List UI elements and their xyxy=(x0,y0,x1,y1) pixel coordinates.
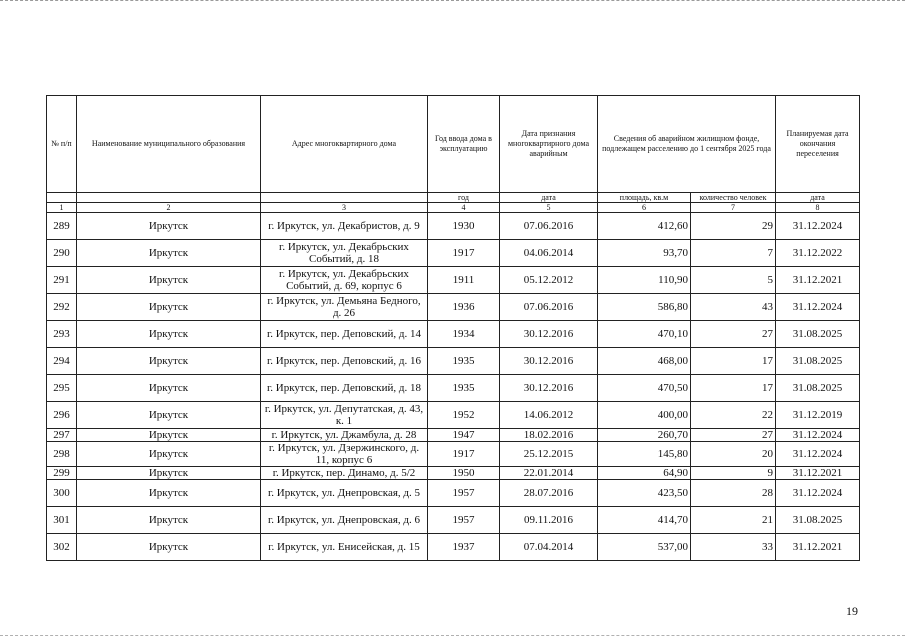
address-cell: г. Иркутск, ул. Енисейская, д. 15 xyxy=(261,534,428,561)
column-number: 7 xyxy=(691,203,776,213)
address-cell: г. Иркутск, ул. Днепровская, д. 6 xyxy=(261,507,428,534)
year-cell: 1957 xyxy=(428,480,500,507)
row-number-cell: 291 xyxy=(47,267,77,294)
address-cell: г. Иркутск, пер. Деповский, д. 14 xyxy=(261,321,428,348)
row-number-cell: 302 xyxy=(47,534,77,561)
row-number-cell: 298 xyxy=(47,442,77,467)
area-cell: 260,70 xyxy=(598,429,691,442)
subheader-empty-2 xyxy=(77,193,261,203)
people-count-cell: 17 xyxy=(691,375,776,402)
year-cell: 1934 xyxy=(428,321,500,348)
people-count-cell: 9 xyxy=(691,467,776,480)
address-cell: г. Иркутск, ул. Дзержинского, д. 11, корпус 6 xyxy=(261,442,428,467)
year-cell: 1936 xyxy=(428,294,500,321)
address-cell: г. Иркутск, пер. Деповский, д. 18 xyxy=(261,375,428,402)
table-body xyxy=(47,213,860,561)
people-count-cell: 20 xyxy=(691,442,776,467)
address-cell: г. Иркутск, ул. Демьяна Бедного, д. 26 xyxy=(261,294,428,321)
area-cell: 470,50 xyxy=(598,375,691,402)
column-number: 5 xyxy=(500,203,598,213)
address-cell: г. Иркутск, пер. Динамо, д. 5/2 xyxy=(261,467,428,480)
area-cell: 110,90 xyxy=(598,267,691,294)
address-cell: г. Иркутск, ул. Декабрьских Событий, д. 69, корпус 6 xyxy=(261,267,428,294)
address-cell: г. Иркутск, ул. Декабристов, д. 9 xyxy=(261,213,428,240)
people-count-cell: 17 xyxy=(691,348,776,375)
planned-date-cell: 31.12.2024 xyxy=(776,213,860,240)
year-cell: 1930 xyxy=(428,213,500,240)
header-planned-date: Планируемая дата окончания переселения xyxy=(776,96,860,193)
page-edge-bottom xyxy=(0,635,905,638)
people-count-cell: 33 xyxy=(691,534,776,561)
table-row xyxy=(47,429,860,442)
table-row xyxy=(47,240,860,267)
table-row xyxy=(47,294,860,321)
municipality-cell: Иркутск xyxy=(77,480,261,507)
municipality-cell: Иркутск xyxy=(77,294,261,321)
people-count-cell: 5 xyxy=(691,267,776,294)
year-cell: 1947 xyxy=(428,429,500,442)
housing-register-table xyxy=(46,95,860,561)
planned-date-cell: 31.12.2021 xyxy=(776,267,860,294)
table-row xyxy=(47,348,860,375)
people-count-cell: 7 xyxy=(691,240,776,267)
subheader-area: площадь, кв.м xyxy=(598,193,691,203)
year-cell: 1957 xyxy=(428,507,500,534)
area-cell: 145,80 xyxy=(598,442,691,467)
table-row xyxy=(47,442,860,467)
table-row xyxy=(47,507,860,534)
column-number: 3 xyxy=(261,203,428,213)
year-cell: 1917 xyxy=(428,240,500,267)
recognition-date-cell: 30.12.2016 xyxy=(500,348,598,375)
table-row xyxy=(47,321,860,348)
subheader-date: дата xyxy=(500,193,598,203)
column-number: 2 xyxy=(77,203,261,213)
recognition-date-cell: 28.07.2016 xyxy=(500,480,598,507)
recognition-date-cell: 05.12.2012 xyxy=(500,267,598,294)
address-cell: г. Иркутск, пер. Деповский, д. 16 xyxy=(261,348,428,375)
area-cell: 412,60 xyxy=(598,213,691,240)
area-cell: 64,90 xyxy=(598,467,691,480)
recognition-date-cell: 07.04.2014 xyxy=(500,534,598,561)
address-cell: г. Иркутск, ул. Днепровская, д. 5 xyxy=(261,480,428,507)
table-row xyxy=(47,467,860,480)
column-number: 8 xyxy=(776,203,860,213)
recognition-date-cell: 22.01.2014 xyxy=(500,467,598,480)
municipality-cell: Иркутск xyxy=(77,267,261,294)
area-cell: 414,70 xyxy=(598,507,691,534)
table-row xyxy=(47,480,860,507)
page-edge-top xyxy=(0,0,905,3)
recognition-date-cell: 09.11.2016 xyxy=(500,507,598,534)
recognition-date-cell: 25.12.2015 xyxy=(500,442,598,467)
municipality-cell: Иркутск xyxy=(77,507,261,534)
area-cell: 93,70 xyxy=(598,240,691,267)
planned-date-cell: 31.08.2025 xyxy=(776,507,860,534)
area-cell: 537,00 xyxy=(598,534,691,561)
recognition-date-cell: 07.06.2016 xyxy=(500,294,598,321)
recognition-date-cell: 04.06.2014 xyxy=(500,240,598,267)
people-count-cell: 27 xyxy=(691,321,776,348)
row-number-cell: 299 xyxy=(47,467,77,480)
municipality-cell: Иркутск xyxy=(77,534,261,561)
subheader-planned: дата xyxy=(776,193,860,203)
subheader-people: количество человек xyxy=(691,193,776,203)
area-cell: 400,00 xyxy=(598,402,691,429)
address-cell: г. Иркутск, ул. Декабрьских Событий, д. 18 xyxy=(261,240,428,267)
recognition-date-cell: 14.06.2012 xyxy=(500,402,598,429)
year-cell: 1950 xyxy=(428,467,500,480)
area-cell: 586,80 xyxy=(598,294,691,321)
subheader-year: год xyxy=(428,193,500,203)
row-number-cell: 293 xyxy=(47,321,77,348)
area-cell: 470,10 xyxy=(598,321,691,348)
planned-date-cell: 31.12.2021 xyxy=(776,467,860,480)
planned-date-cell: 31.08.2025 xyxy=(776,348,860,375)
planned-date-cell: 31.12.2024 xyxy=(776,442,860,467)
row-number-cell: 301 xyxy=(47,507,77,534)
municipality-cell: Иркутск xyxy=(77,321,261,348)
recognition-date-cell: 30.12.2016 xyxy=(500,321,598,348)
row-number-cell: 300 xyxy=(47,480,77,507)
column-number: 6 xyxy=(598,203,691,213)
row-number-cell: 296 xyxy=(47,402,77,429)
table-row xyxy=(47,267,860,294)
header-fund-info: Сведения об аварийном жилищном фонде, подлежащем расселению до 1 сентября 2025 года xyxy=(598,96,776,193)
header-recognition-date: Дата признания многоквартирного дома аварийным xyxy=(500,96,598,193)
column-number: 1 xyxy=(47,203,77,213)
table-row xyxy=(47,213,860,240)
people-count-cell: 28 xyxy=(691,480,776,507)
subheader-row xyxy=(47,193,860,203)
planned-date-cell: 31.12.2024 xyxy=(776,429,860,442)
column-number-row xyxy=(47,203,860,213)
municipality-cell: Иркутск xyxy=(77,240,261,267)
planned-date-cell: 31.12.2019 xyxy=(776,402,860,429)
subheader-empty-3 xyxy=(261,193,428,203)
people-count-cell: 29 xyxy=(691,213,776,240)
table-row xyxy=(47,375,860,402)
column-number: 4 xyxy=(428,203,500,213)
year-cell: 1937 xyxy=(428,534,500,561)
recognition-date-cell: 30.12.2016 xyxy=(500,375,598,402)
people-count-cell: 43 xyxy=(691,294,776,321)
municipality-cell: Иркутск xyxy=(77,375,261,402)
header-year: Год ввода дома в эксплуатацию xyxy=(428,96,500,193)
year-cell: 1917 xyxy=(428,442,500,467)
planned-date-cell: 31.12.2024 xyxy=(776,480,860,507)
header-address: Адрес многоквартирного дома xyxy=(261,96,428,193)
year-cell: 1935 xyxy=(428,348,500,375)
table-row xyxy=(47,534,860,561)
people-count-cell: 27 xyxy=(691,429,776,442)
year-cell: 1935 xyxy=(428,375,500,402)
year-cell: 1911 xyxy=(428,267,500,294)
header-row xyxy=(47,96,860,193)
row-number-cell: 295 xyxy=(47,375,77,402)
row-number-cell: 297 xyxy=(47,429,77,442)
municipality-cell: Иркутск xyxy=(77,467,261,480)
municipality-cell: Иркутск xyxy=(77,213,261,240)
people-count-cell: 22 xyxy=(691,402,776,429)
table-row xyxy=(47,402,860,429)
municipality-cell: Иркутск xyxy=(77,442,261,467)
planned-date-cell: 31.12.2021 xyxy=(776,534,860,561)
subheader-empty-1 xyxy=(47,193,77,203)
header-num: № п/п xyxy=(47,96,77,193)
area-cell: 468,00 xyxy=(598,348,691,375)
planned-date-cell: 31.12.2024 xyxy=(776,294,860,321)
planned-date-cell: 31.08.2025 xyxy=(776,375,860,402)
page-number: 19 xyxy=(846,604,858,618)
address-cell: г. Иркутск, ул. Джамбула, д. 28 xyxy=(261,429,428,442)
header-municipality: Наименование муниципального образования xyxy=(77,96,261,193)
recognition-date-cell: 18.02.2016 xyxy=(500,429,598,442)
planned-date-cell: 31.12.2022 xyxy=(776,240,860,267)
municipality-cell: Иркутск xyxy=(77,429,261,442)
row-number-cell: 290 xyxy=(47,240,77,267)
year-cell: 1952 xyxy=(428,402,500,429)
municipality-cell: Иркутск xyxy=(77,348,261,375)
recognition-date-cell: 07.06.2016 xyxy=(500,213,598,240)
area-cell: 423,50 xyxy=(598,480,691,507)
row-number-cell: 294 xyxy=(47,348,77,375)
planned-date-cell: 31.08.2025 xyxy=(776,321,860,348)
row-number-cell: 289 xyxy=(47,213,77,240)
people-count-cell: 21 xyxy=(691,507,776,534)
row-number-cell: 292 xyxy=(47,294,77,321)
municipality-cell: Иркутск xyxy=(77,402,261,429)
address-cell: г. Иркутск, ул. Депутатская, д. 43, к. 1 xyxy=(261,402,428,429)
